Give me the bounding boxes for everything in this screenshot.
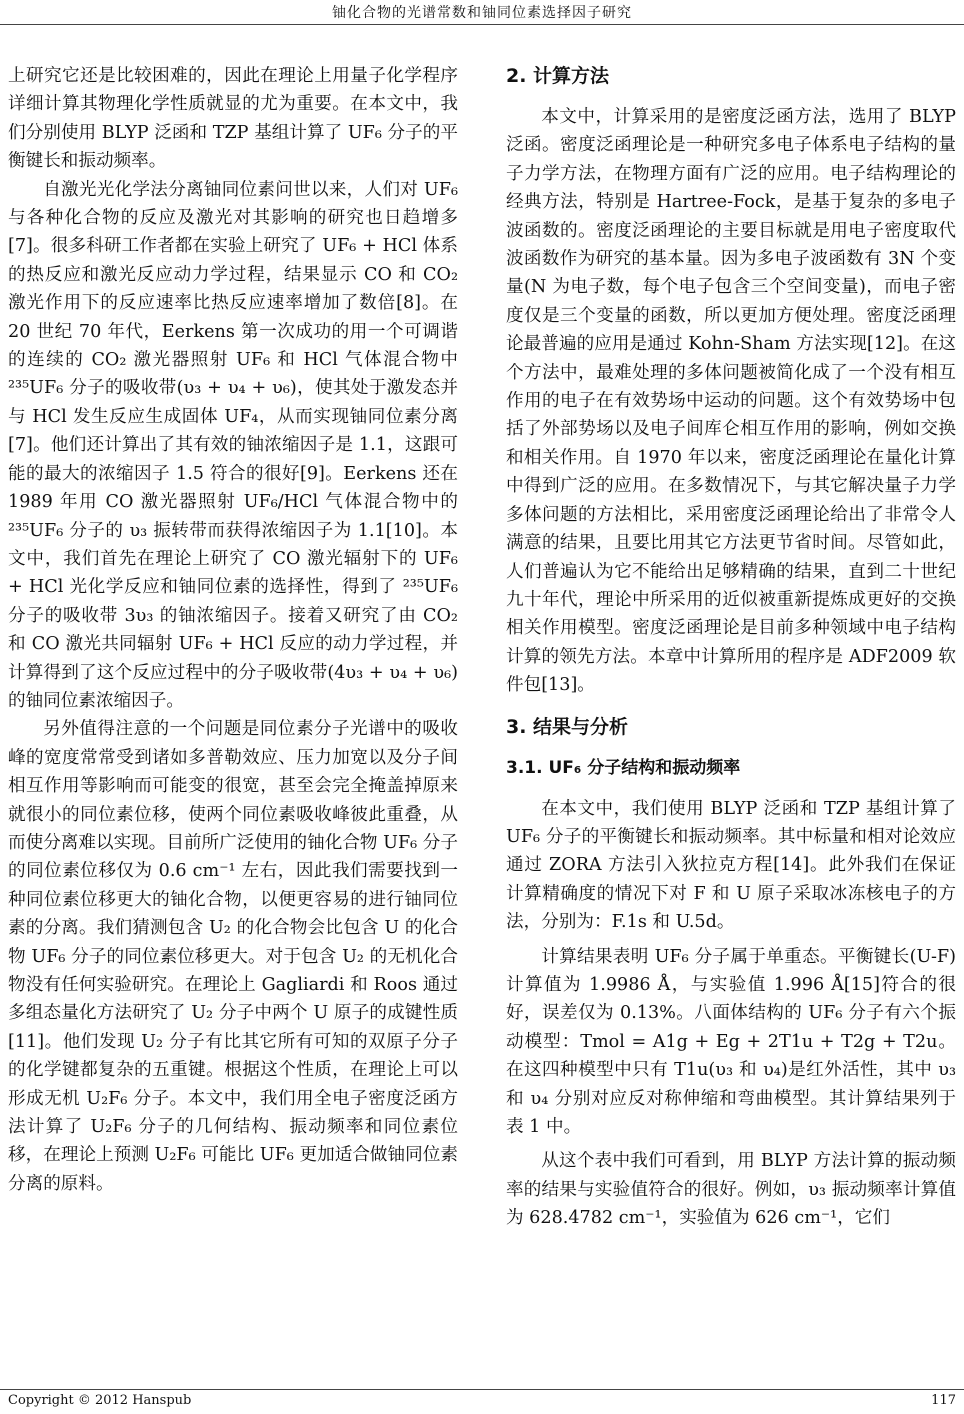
footer-page-number: 117 (931, 1393, 956, 1408)
paragraph-laser-chemistry: 自激光光化学法分离铀同位素问世以来，人们对 UF₆ 与各种化合物的反应及激光对其影响的研究也日趋增多[7]。很多科研工作者都在实验上研究了 UF₆ + HCl 体系的热反应和激光反应动力学过程，结果显示 CO 和 CO₂ 激光作用下的反应速率比热反应速率增加了数倍[8]。在 20 世纪 70 年代，Eerkens 第一次成功的用一个可调谐的连续的 CO₂ 激光器照射 UF₆ 和 HCl 气体混合物中 ²³⁵UF₆ 分子的吸收带(υ₃ + υ₄ + υ₆)，使其处于激发态并与 HCl 发生反应生成固体 UF₄，从而实现铀同位素分离[7]。他们还计算出了其有效的铀浓缩因子是 1.1，这跟可能的最大的浓缩因子 1.5 符合的很好[9]。Eerkens 还在 1989 年用 CO 激光器照射 UF₆/HCl 气体混合物中的 ²³⁵UF₆ 分子的 υ₃ 振转带而获得浓缩因子为 1.1[10]。本文中，我们首先在理论上研究了 CO 激光辐射下的 UF₆ + HCl 光化学反应和铀同位素的选择性，得到了 ²³⁵UF₆ 分子的吸收带 3υ₃ 的铀浓缩因子。接着又研究了由 CO₂ 和 CO 激光共同辐射 UF₆ + HCl 反应的动力学过程，并计算得到了这个反应过程中的分子吸收带(4υ₃ + υ₄ + υ₆)的铀同位素浓缩因子。 (8, 179, 458, 711)
paragraph-results: 计算结果表明 UF₆ 分子属于单重态。平衡键长(U-F)计算值为 1.9986 Å，与实验值 1.996 Å[15]符合的很好，误差仅为 0.13%。八面体结构的 UF₆ 分子有六个振动模型：Tmol = A1g + Eg + 2T1u + T2g + T2u。在这四种模型中只有 T1u(υ₃ 和 υ₄)是红外活性，其中 υ₃ 和 υ₄ 分别对应反对称伸缩和弯曲模型。其计算结果列于表 1 中。 (506, 946, 956, 1137)
paragraph-methods: 本文中，计算采用的是密度泛函方法，选用了 BLYP 泛函。密度泛函理论是一种研究多电子体系电子结构的量子力学方法，在物理方面有广泛的应用。电子结构理论的经典方法，特别是 Hartree-Fock，是基于复杂的多电子波函数的。密度泛函理论的主要目标就是用电子密度取代波函数作为研究的基本量。因为多电子波函数有 3N 个变量(N 为电子数，每个电子包含三个空间变量)，而电子密度仅是三个变量的函数，所以更加方便处理。密度泛函理论最普遍的应用是通过 Kohn-Sham 方法实现[12]。在这个方法中，最难处理的多体问题被简化成了一个没有相互作用的电子在有效势场中运动的问题。这个有效势场中包括了外部势场以及电子间库仑相互作用的影响，例如交换和相关作用。自 1970 年以来，密度泛函理论在量化计算中得到广泛的应用。在多数情况下，与其它解决量子力学多体问题的方法相比，采用密度泛函理论给出了非常令人满意的结果，且要比用其它方法更节省时间。尽管如此，人们普遍认为它不能给出足够精确的结果，直到二十世纪九十年代，理论中所采用的近似被重新提炼成更好的交换相关作用模型。密度泛函理论是目前多种领域中电子结构计算的领先方法。本章中计算所用的程序是 ADF2009 软件包[13]。 (506, 107, 956, 696)
footer-rule (0, 1389, 964, 1390)
header-rule (0, 24, 964, 25)
right-column (506, 62, 956, 1233)
paragraph-intro-continued: 上研究它还是比较困难的，因此在理论上用量子化学程序详细计算其物理化学性质就显的尤为重要。在本文中，我们分别使用 BLYP 泛函和 TZP 基组计算了 UF₆ 分子的平衡键长和振动频率。 (8, 66, 458, 172)
paragraph-isotope-shift: 另外值得注意的一个问题是同位素分子光谱中的吸收峰的宽度常常受到诸如多普勒效应、压力加宽以及分子间相互作用等影响而可能变的很宽，甚至会完全掩盖掉原来就很小的同位素位移，使两个同位素吸收峰彼此重叠，从而使分离难以实现。目前所广泛使用的铀化合物 UF₆ 分子的同位素位移仅为 0.6 cm⁻¹ 左右，因此我们需要找到一种同位素位移更大的铀化合物，以便更容易的进行铀同位素的分离。我们猜测包含 U₂ 的化合物会比包含 U 的化合物 UF₆ 分子的同位素位移更大。对于包含 U₂ 的无机化合物没有任何实验研究。在理论上 Gagliardi 和 Roos 通过多组态量化方法研究了 U₂ 分子中两个 U 原子的成键性质[11]。他们发现 U₂ 分子有比其它所有可知的双原子分子的化学键都复杂的五重键。根据这个性质，在理论上可以形成无机 U₂F₆ 分子。本文中，我们用全电子密度泛函方法计算了 U₂F₆ 分子的几何结构、振动频率和同位素位移，在理论上预测 U₂F₆ 可能比 UF₆ 更加适合做铀同位素分离的原料。 (8, 719, 458, 1194)
paragraph-comparison: 从这个表中我们可看到，用 BLYP 方法计算的振动频率的结果与实验值符合的很好。例如，υ₃ 振动频率计算值为 628.4782 cm⁻¹，实验值为 626 cm⁻¹，它们 (506, 1151, 956, 1229)
section-3-1-heading: 3.1. UF₆ 分子结构和振动频率 (506, 757, 741, 778)
running-header: 铀化合物的光谱常数和铀同位素选择因子研究 (332, 5, 632, 21)
section-2-heading: 2. 计算方法 (506, 65, 610, 87)
section-3-heading: 3. 结果与分析 (506, 715, 629, 738)
paragraph-calculation-setup: 在本文中，我们使用 BLYP 泛函和 TZP 基组计算了 UF₆ 分子的平衡键长和振动频率。其中标量和相对论效应通过 ZORA 方法引入狄拉克方程[14]。此外我们在保证计算精确度的情况下对 F 和 U 原子采取冰冻核电子的方法，分别为：F.1s 和 U.5d。 (506, 798, 956, 933)
left-column (8, 62, 458, 1198)
footer-copyright: Copyright © 2012 Hanspub (8, 1393, 192, 1408)
